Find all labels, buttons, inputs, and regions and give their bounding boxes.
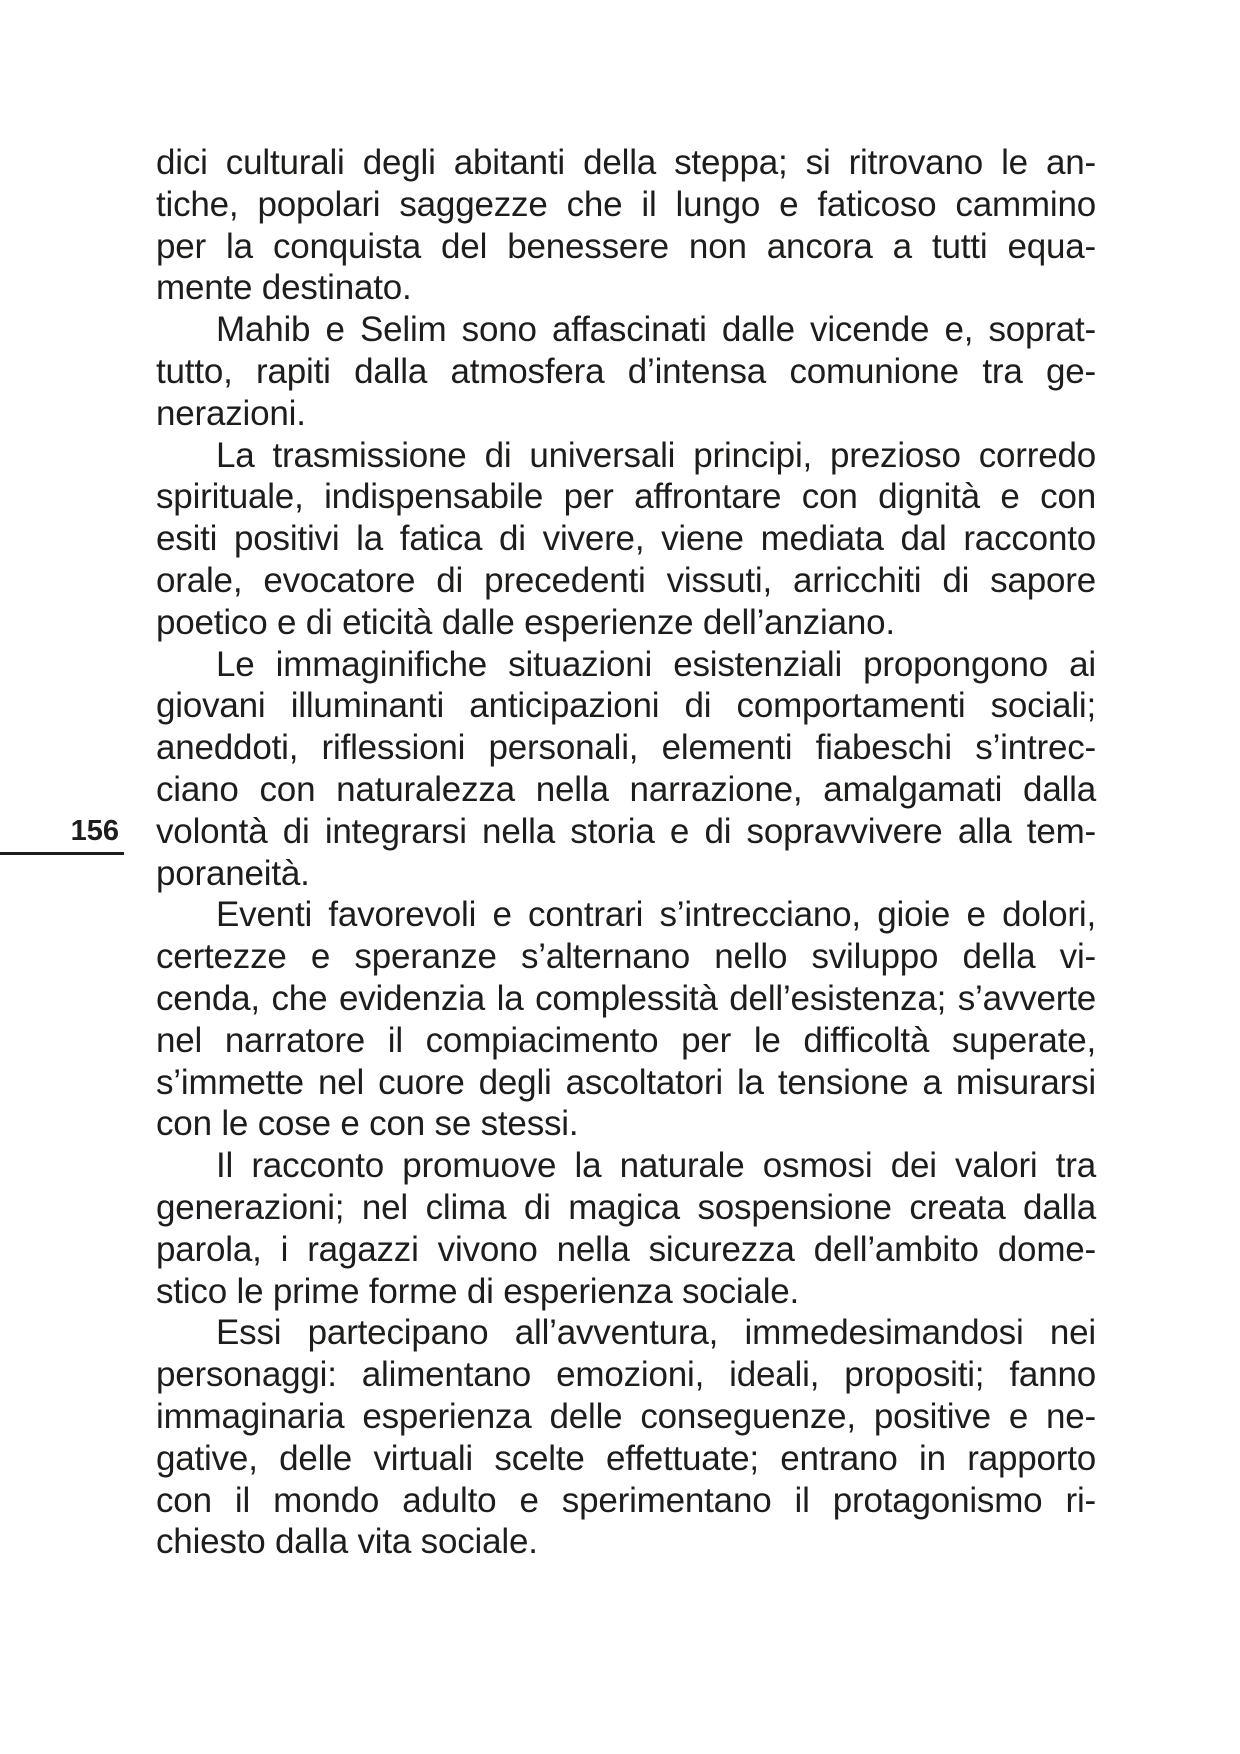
page-number-rule <box>0 852 124 855</box>
text-line: nel narratore il compiacimento per le difficoltà superate, <box>156 1020 1096 1060</box>
text-line: tiche, popolari saggezze che il lungo e faticoso cammino <box>156 184 1096 224</box>
text-line: s’immette nel cuore degli ascoltatori la tensione a misurarsi <box>156 1062 1096 1102</box>
text-line: cenda, che evidenzia la complessità dell’esistenza; s’avverte <box>156 978 1096 1018</box>
text-line: La trasmissione di universali principi, prezioso corredo <box>216 435 1096 475</box>
text-line: Il racconto promuove la naturale osmosi dei valori tra <box>216 1146 1096 1186</box>
text-line: Mahib e Selim sono affascinati dalle vicende e, soprat- <box>216 310 1096 350</box>
text-line: stico le prime forme di esperienza sociale. <box>156 1271 800 1311</box>
text-line: nerazioni. <box>156 393 306 433</box>
text-line: gative, delle virtuali scelte effettuate; entrano in rapporto <box>156 1438 1096 1478</box>
text-line: con le cose e con se stessi. <box>156 1104 579 1144</box>
text-line: dici culturali degli abitanti della steppa; si ritrovano le an- <box>156 143 1096 182</box>
text-line: immaginaria esperienza delle conseguenze, positive e ne- <box>156 1396 1096 1436</box>
text-line: volontà di integrarsi nella storia e di sopravvivere alla tem- <box>156 811 1096 851</box>
page-number-block <box>0 812 124 855</box>
text-line: chiesto dalla vita sociale. <box>156 1522 538 1562</box>
text-line: mente destinato. <box>156 268 412 308</box>
text-line: Essi partecipano all’avventura, immedesimandosi nei <box>216 1313 1096 1353</box>
text-line: Eventi favorevoli e contrari s’intrecciano, gioie e dolori, <box>216 895 1096 935</box>
text-line: con il mondo adulto e sperimentano il protagonismo ri- <box>156 1480 1096 1520</box>
page-number: 156 <box>70 815 119 847</box>
text-line: certezze e speranze s’alternano nello sviluppo della vi- <box>156 937 1096 977</box>
text-line: parola, i ragazzi vivono nella sicurezza dell’ambito dome- <box>156 1229 1096 1269</box>
text-line: esiti positivi la fatica di vivere, viene mediata dal racconto <box>156 519 1096 559</box>
text-line: aneddoti, riflessioni personali, elementi fiabeschi s’intrec- <box>156 728 1096 768</box>
body-text <box>156 142 1096 1563</box>
text-line: orale, evocatore di precedenti vissuti, arricchiti di sapore <box>156 560 1096 600</box>
text-line: poraneità. <box>156 853 310 893</box>
text-line: spirituale, indispensabile per affrontare con dignità e con <box>156 477 1096 517</box>
text-line: tutto, rapiti dalla atmosfera d’intensa comunione tra ge- <box>156 351 1096 391</box>
text-line: Le immaginifiche situazioni esistenziali propongono ai <box>216 644 1096 684</box>
text-line: ciano con naturalezza nella narrazione, amalgamati dalla <box>156 769 1096 809</box>
text-line: poetico e di eticità dalle esperienze dell’anziano. <box>156 602 895 642</box>
text-line: per la conquista del benessere non ancora a tutti equa- <box>156 226 1096 266</box>
text-line: generazioni; nel clima di magica sospensione creata dalla <box>156 1187 1096 1227</box>
text-line: giovani illuminanti anticipazioni di comportamenti sociali; <box>156 686 1096 726</box>
text-line: personaggi: alimentano emozioni, ideali, propositi; fanno <box>156 1355 1096 1395</box>
